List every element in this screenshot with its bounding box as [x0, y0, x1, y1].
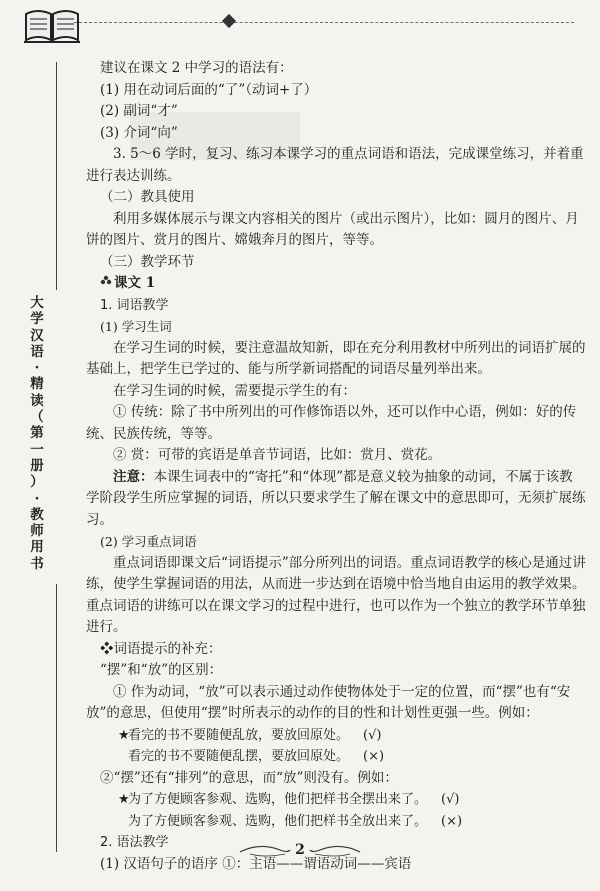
paragraph: ① 作为动词，“放”可以表示通过动作使物体处于一定的位置，而“摆”也有“安放”的意思，但使用“摆”时所表示的动作的目的性和计划性更强一些。例如： — [86, 683, 571, 721]
section-heading: （二）教具使用 — [100, 189, 195, 205]
text-line: “摆”和“放”的区别： — [100, 662, 223, 678]
text-line: (1) 用在动词后面的“了”（动词+了） — [100, 81, 318, 98]
example-sentence: 为了方便顾客参观、选购，他们把样书全放出来了。 (×) — [86, 811, 586, 833]
example-sentence: ★看完的书不要随便乱放，要放回原处。 (√) — [86, 725, 586, 747]
page-footer — [230, 840, 370, 860]
header-dashed-line — [74, 22, 574, 23]
lesson-title: 课文 1 — [114, 275, 156, 291]
side-rule-bottom — [56, 584, 57, 852]
text-line: 建议在课文 2 中学习的语法有： — [100, 60, 293, 76]
text-line: (3) 介词“向” — [100, 124, 178, 141]
note-text: 本课生词表中的“寄托”和“体现”都是意义较为抽象的动词，不属于该教学阶段学生所应掌握的词语，所以只要求学生了解在课文中的意思即可，无须扩展练习。 — [86, 468, 586, 528]
subheading: 1. 词语教学 — [100, 297, 169, 313]
page-number: 2 — [295, 842, 305, 858]
wrong-mark: (×) — [363, 749, 385, 764]
header-diamond-ornament — [222, 14, 236, 28]
paragraph: 重点词语即课文后“词语提示”部分所列出的词语。重点词语教学的核心是通过讲练，使学生掌握词语的用法，从而进一步达到在语境中恰当地自由运用的教学效果。重点词语的讲练可以在课文学习的过程中进行，也可以作为一个独立的教学环节单独进行。 — [86, 554, 586, 635]
correct-mark: (√) — [363, 727, 382, 743]
side-book-title: 大 学 汉 语 · 精 读 （ 第 一 册 ） · 教 师 用 书 — [30, 295, 44, 572]
paragraph: 3. 5～6 学时，复习、练习本课学习的重点词语和语法，完成课堂练习，并着重进行表达训练。 — [86, 146, 584, 184]
text-line: (1) 汉语句子的语序 ①：主语——谓语动词——宾语 — [100, 855, 412, 872]
flower-ornament-icon — [100, 273, 114, 295]
subheading: (2) 学习重点词语 — [100, 534, 197, 549]
subheading: ❖词语提示的补充： — [100, 640, 222, 657]
paragraph: ① 传统：除了书中所列出的可作修饰语以外，还可以作中心语，例如：好的传统、民族传统，等等。 — [86, 404, 577, 442]
note-paragraph — [86, 467, 586, 532]
subheading: (1) 学习生词 — [100, 319, 172, 334]
correct-mark: (√) — [441, 792, 460, 807]
paragraph: ② 赏：可带的宾语是单音节词语，比如：赏月、赏花。 — [113, 447, 442, 463]
text-line: 在学习生词的时候，需要提示学生的有： — [113, 382, 356, 399]
wrong-mark: (×) — [441, 813, 463, 829]
section-heading: （三）教学环节 — [100, 253, 195, 270]
lesson-heading — [86, 273, 586, 295]
paragraph: 利用多媒体展示与课文内容相关的图片（或出示图片），比如：圆月的图片、月饼的图片、赏月的图片、嫦娥奔月的图片，等等。 — [86, 210, 579, 248]
example-sentence: ★为了方便顾客参观、选购，他们把样书全摆出来了。 (√) — [86, 789, 586, 811]
example-sentence: 看完的书不要随便乱摆，要放回原处。 (×) — [86, 746, 586, 768]
page-body — [86, 58, 586, 875]
paragraph: 在学习生词的时候，要注意温故知新，即在充分利用教材中所列出的词语扩展的基础上，把学生已学过的、能与所学新词搭配的词语尽量列举出来。 — [86, 339, 586, 377]
text-line: ②“摆”还有“排列”的意思，而“放”则没有。例如： — [100, 769, 398, 786]
open-book-icon — [22, 6, 82, 44]
subheading: 2. 语法教学 — [100, 835, 169, 850]
side-rule-top — [56, 62, 57, 290]
note-label: 注意： — [113, 468, 154, 485]
text-line: (2) 副词“才” — [100, 103, 178, 119]
